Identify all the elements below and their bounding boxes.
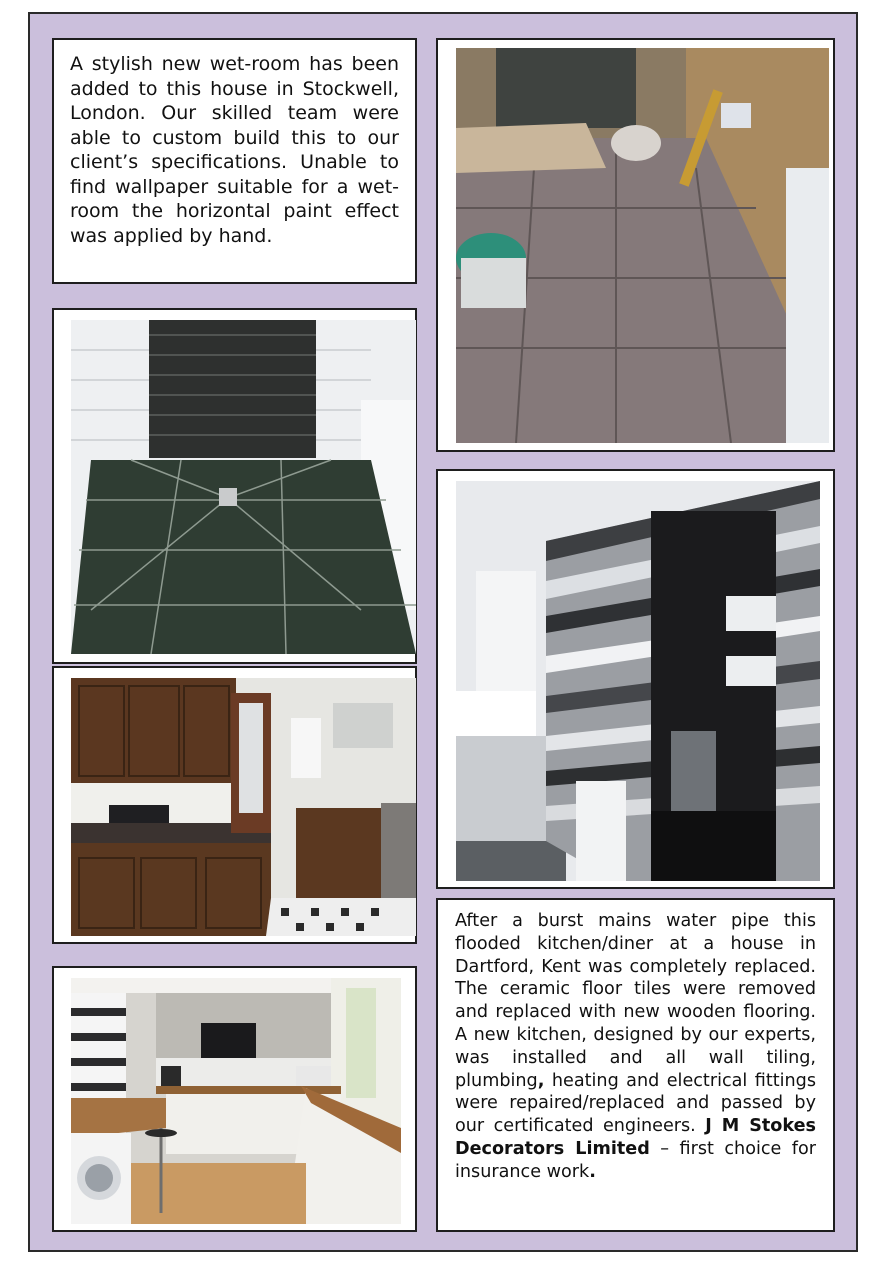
kitchen-caption-part2: heating and electrical fittings were repaired/replaced and passed by our certificated engineers. [455, 1070, 816, 1137]
striped-wall-photo-card [436, 469, 835, 889]
construction-photo-card [436, 38, 835, 452]
kitchen-caption-comma: , [537, 1070, 545, 1091]
shower-floor-photo [71, 320, 416, 654]
kitchen-caption-part1: After a burst mains water pipe this flooded kitchen/diner at a house in Dartford, Kent was completely replaced. The ceramic floor tiles were removed and replaced with new wooden flooring. A new kitchen, designed by our experts, was installed and all wall tiling, plumbing [455, 911, 816, 1091]
old-kitchen-photo-card [52, 666, 417, 944]
kitchen-caption-part3: – first choice for insurance work [455, 1138, 816, 1182]
wetroom-caption: A stylish new wet-room has been added to this house in Stockwell, London. Our skilled team were able to custom build this to our client’s specifications. Unable to find wallpaper suitable for a wet-room the horizontal paint effect was applied by hand. [70, 53, 399, 247]
kitchen-caption-end: . [589, 1161, 596, 1182]
new-kitchen-photo [71, 978, 401, 1224]
company-name: J M Stokes Decorators Limited [455, 1116, 816, 1159]
wetroom-caption-card [52, 38, 417, 284]
construction-photo [456, 48, 829, 443]
kitchen-caption-card [436, 898, 835, 1232]
striped-wall-photo [456, 481, 820, 881]
shower-floor-photo-card [52, 308, 417, 664]
new-kitchen-photo-card [52, 966, 417, 1232]
old-kitchen-photo [71, 678, 416, 936]
